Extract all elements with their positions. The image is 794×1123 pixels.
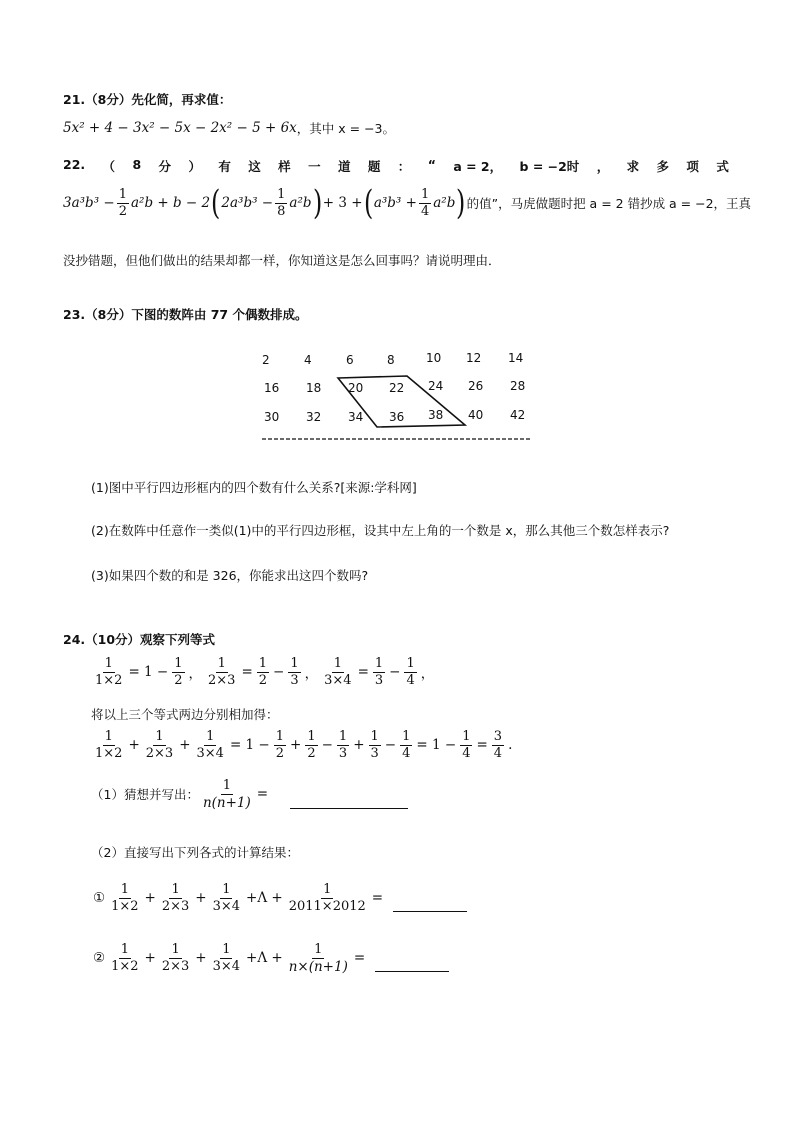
fraction-numerator: 1 [120, 942, 129, 958]
q22-heading-char: ， [596, 159, 610, 174]
q22-heading-char: b = −2时 [519, 159, 580, 174]
q22-frac-2: $\frac{1}{8}$ [277, 186, 286, 219]
q22-tail: 的值”，马虎做题时把 a = 2 错抄成 a = −2，王真 [466, 196, 752, 211]
q22-heading-char: （ [102, 159, 116, 174]
array-number: 40 [468, 408, 484, 422]
math-operator: +Λ + [246, 950, 283, 967]
fraction-numerator: 1 [406, 656, 415, 671]
answer-blank-1[interactable] [290, 780, 408, 809]
fraction [144, 730, 175, 760]
array-number: 30 [264, 410, 280, 424]
fraction-denominator: 3 [370, 745, 379, 761]
array-number: 20 [348, 381, 364, 395]
fraction-denominator: 4 [406, 672, 415, 688]
fraction-denominator: 3×4 [324, 672, 352, 688]
fraction [172, 657, 184, 687]
math-operator: + [195, 950, 207, 967]
fraction-numerator: 1 [104, 656, 113, 671]
q23-part-2: (2)在数阵中任意作一类似(1)中的平行四边形框，设其中左上角的一个数是 x，那么其他三个数怎样表示? [91, 523, 670, 538]
array-number: 38 [428, 408, 444, 422]
fraction-numerator: 1 [374, 656, 384, 671]
q22-expr-c: + 3 + [322, 195, 363, 211]
q22-heading-char: 项 [686, 159, 699, 174]
fraction-numerator: 1 [333, 656, 342, 671]
q23-heading: 23.（8分）下图的数阵由 77 个偶数排成。 [63, 307, 308, 322]
q22-expr-b: a²b + b − 2 [131, 195, 211, 211]
fraction [211, 883, 242, 913]
fraction-numerator: 1 [275, 729, 285, 744]
math-operator: + [128, 737, 140, 754]
q22-heading-char: 这 [248, 159, 261, 174]
q21-expression-line [63, 119, 395, 137]
q24-sub-1 [91, 779, 408, 810]
array-number: 4 [304, 353, 312, 367]
fraction-numerator: 1 [222, 942, 231, 958]
left-paren-2: ( [363, 183, 373, 223]
fraction-denominator: 2×3 [145, 745, 174, 761]
fraction-numerator: 1 [155, 729, 164, 744]
math-operator: + [179, 737, 191, 754]
q22-line-3: 没抄错题，但他们做出的结果却都一样，你知道这是怎么回事吗？请说明理由． [63, 253, 501, 268]
fraction [93, 657, 124, 687]
fraction-denominator: 3×4 [212, 958, 241, 974]
fraction [109, 943, 140, 973]
right-paren-2: ) [456, 183, 466, 223]
q23-part-3: (3)如果四个数的和是 326，你能求出这四个数吗? [91, 568, 369, 583]
q22-heading-char: 多 [656, 159, 670, 174]
array-number: 12 [466, 351, 482, 365]
q22-inner1-a: 2a³b³ − [221, 195, 274, 211]
array-number: 34 [348, 410, 364, 424]
fraction-denominator: 3 [338, 745, 348, 761]
q22-heading-char: ） [188, 159, 201, 174]
q24-heading: 24.（10分）观察下列等式 [63, 632, 216, 647]
q24-sub-1-frac: $\frac{1}{n(n+1)}$ [202, 778, 251, 811]
q24-sub-1-label: （1）猜想并写出： [91, 787, 199, 803]
fraction [322, 657, 353, 687]
fraction-numerator: 1 [217, 656, 226, 671]
math-operator: + [290, 737, 302, 754]
fraction [492, 730, 504, 760]
q22-heading-char: ： [397, 159, 411, 174]
fraction-denominator: 4 [402, 745, 411, 761]
fraction-denominator: 1×2 [111, 958, 139, 974]
array-number: 16 [264, 381, 280, 395]
fraction [337, 730, 349, 760]
array-number: 28 [510, 379, 526, 393]
q22-inner1-b: a²b [289, 195, 312, 211]
fraction-numerator: 1 [290, 656, 299, 671]
fraction-numerator: 1 [338, 729, 348, 744]
q24-equation-2 [91, 730, 514, 760]
fraction [305, 730, 317, 760]
q22-heading-char: 式 [716, 159, 729, 174]
array-number: 2 [262, 353, 270, 367]
fraction-denominator: 2 [275, 745, 285, 761]
q23-part-1: (1)图中平行四边形框内的四个数有什么关系?[来源:学科网] [91, 480, 417, 495]
q22-polynomial [63, 183, 752, 223]
q24-line-2: 将以上三个等式两边分别相加得： [91, 707, 279, 722]
q21-expression: 5x² + 4 − 3x² − 5x − 2x² − 5 + 6x [63, 120, 297, 136]
fraction [195, 730, 226, 760]
array-number: 24 [428, 379, 444, 393]
fraction [287, 883, 368, 913]
array-number: 26 [468, 379, 484, 393]
fraction-numerator: 1 [402, 729, 411, 744]
fraction-numerator: 1 [222, 882, 231, 897]
math-operator: = [241, 664, 253, 681]
math-operator: ② [93, 950, 106, 967]
q24-calc-2 [91, 943, 449, 974]
fraction [400, 730, 412, 760]
fraction-denominator: 1×2 [95, 745, 123, 761]
fraction [287, 943, 350, 974]
q22-heading [63, 157, 729, 175]
fraction [109, 883, 140, 913]
q22-frac-3: $\frac{1}{4}$ [420, 186, 430, 219]
left-paren-1: ( [211, 183, 221, 223]
fraction [274, 730, 286, 760]
fraction-numerator: 1 [174, 656, 183, 671]
fraction-numerator: 1 [120, 882, 129, 897]
math-operator: + [353, 737, 365, 754]
math-operator: ， [188, 666, 203, 683]
fraction-denominator: 1×2 [111, 898, 139, 914]
fraction-denominator: 2011×2012 [288, 898, 366, 914]
q22-heading-char: 8 [132, 157, 142, 172]
math-operator: ， [304, 666, 319, 683]
array-number: 14 [508, 351, 524, 365]
q24-calc-1 [91, 883, 467, 913]
fraction [257, 657, 269, 687]
right-paren-1: ) [312, 183, 322, 223]
math-operator: ① [93, 890, 106, 907]
math-operator: = [357, 664, 369, 681]
fraction-denominator: 3×4 [212, 898, 241, 914]
math-operator: − [273, 664, 285, 681]
q24-sub-1-eq: = [256, 786, 269, 803]
fraction [160, 883, 191, 913]
fraction [160, 943, 191, 973]
math-operator: − [384, 737, 397, 754]
fraction-denominator: 2 [174, 672, 183, 688]
q22-heading-char: a = 2， [453, 159, 503, 174]
array-number: 42 [510, 408, 526, 422]
number-array-figure [250, 345, 540, 450]
answer-blank[interactable] [393, 885, 467, 912]
fraction-denominator: 2 [258, 672, 268, 688]
fraction-numerator: 1 [206, 729, 215, 744]
fraction-numerator: 1 [171, 882, 180, 897]
math-operator: + [144, 950, 156, 967]
math-operator: = [353, 950, 366, 967]
fraction-denominator: 4 [493, 745, 503, 761]
fraction-denominator: 2×3 [161, 898, 190, 914]
math-operator: = 1 − [416, 737, 457, 754]
fraction-numerator: 1 [323, 882, 332, 897]
q22-heading-char: 一 [308, 159, 321, 174]
array-number: 36 [389, 410, 405, 424]
math-operator: = [476, 737, 488, 754]
q22-frac-1: $\frac{1}{2}$ [118, 186, 127, 219]
fraction-numerator: 1 [171, 942, 180, 958]
q22-heading-char: “ [427, 157, 436, 172]
fraction-numerator: 1 [258, 656, 268, 671]
fraction [460, 730, 472, 760]
array-number: 10 [426, 351, 442, 365]
q24-sub-2-label: （2）直接写出下列各式的计算结果： [91, 845, 299, 860]
q21-condition: ，其中 x = −3。 [296, 121, 396, 136]
q21-heading: 21.（8分）先化简，再求值： [63, 92, 232, 107]
q22-heading-char: 道 [337, 159, 351, 174]
fraction-denominator: 2 [307, 745, 316, 761]
q22-inner2-a: a³b³ + [373, 195, 417, 211]
fraction [206, 657, 237, 687]
array-number: 8 [387, 353, 395, 367]
fraction [93, 730, 124, 760]
array-number: 6 [346, 353, 354, 367]
q24-equation-1 [91, 657, 436, 687]
fraction-numerator: 1 [307, 729, 316, 744]
fraction-denominator: 2×3 [208, 672, 236, 688]
fraction-denominator: 1×2 [95, 672, 123, 688]
q22-heading-char: 样 [278, 159, 291, 174]
math-operator: + [195, 890, 207, 907]
fraction-denominator: 2×3 [161, 958, 190, 974]
math-operator: + [144, 890, 156, 907]
fraction [288, 657, 300, 687]
math-operator: = 1 − [229, 737, 270, 754]
math-operator: . [508, 737, 513, 754]
fraction-denominator: 4 [462, 745, 471, 761]
fraction-numerator: 3 [493, 729, 503, 744]
q22-heading-char: 有 [218, 159, 231, 174]
array-number: 18 [306, 381, 322, 395]
fraction-numerator: 1 [314, 942, 323, 957]
fraction-denominator: 3 [374, 672, 384, 688]
answer-blank[interactable] [375, 945, 449, 972]
parallelogram-frame [250, 345, 540, 450]
q22-heading-char: 22. [63, 157, 86, 172]
fraction [369, 730, 381, 760]
fraction-numerator: 1 [370, 729, 379, 744]
math-operator: − [321, 737, 333, 754]
fraction [211, 943, 242, 973]
q22-heading-char: 题 [367, 159, 381, 174]
math-operator: = [371, 890, 384, 907]
fraction [404, 657, 416, 687]
math-operator: = 1 − [128, 664, 169, 681]
q22-heading-char: 求 [626, 159, 640, 174]
fraction [373, 657, 385, 687]
q22-inner2-b: a²b [433, 195, 456, 211]
math-operator: ， [420, 666, 435, 683]
q22-expr-a: 3a³b³ − [63, 195, 115, 211]
fraction-denominator: 3×4 [196, 745, 224, 761]
fraction-numerator: 1 [104, 729, 113, 744]
fraction-denominator: 3 [290, 672, 299, 688]
q22-heading-char: 分 [158, 159, 172, 174]
fraction-numerator: 1 [462, 729, 471, 744]
math-operator: +Λ + [246, 890, 283, 907]
fraction-denominator: n×(n+1) [288, 958, 348, 975]
array-number: 32 [306, 410, 322, 424]
math-operator: − [389, 664, 401, 681]
array-number: 22 [389, 381, 405, 395]
